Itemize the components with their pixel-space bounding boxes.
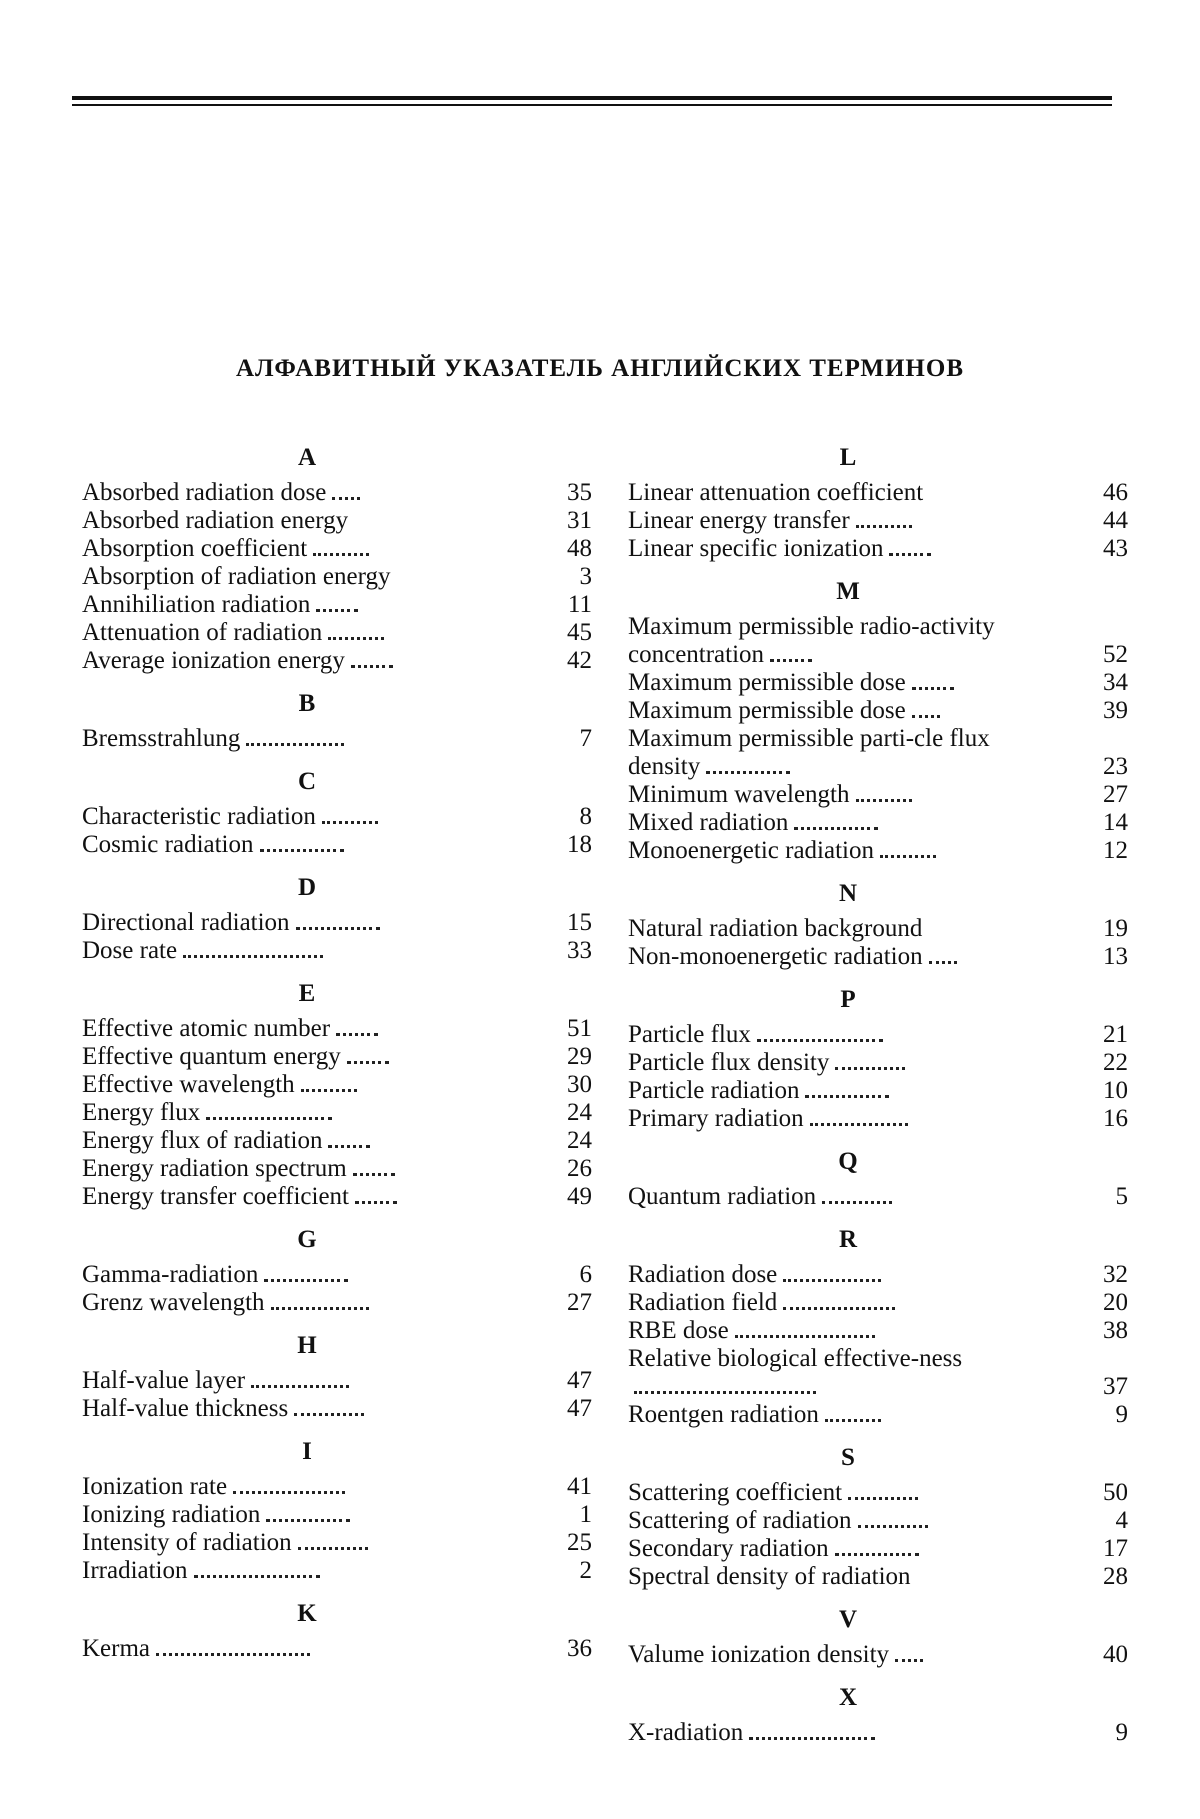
dot-leader	[301, 1088, 357, 1092]
index-section	[628, 1225, 1128, 1429]
dot-leader	[858, 1524, 928, 1528]
entry-page-number: 17	[1103, 1535, 1128, 1562]
entry-page-number: 9	[1115, 1401, 1128, 1428]
index-entry	[82, 1289, 592, 1317]
entry-page-number: 49	[567, 1183, 592, 1210]
dot-leader	[296, 926, 380, 930]
dot-leader	[347, 1060, 389, 1064]
dot-leader	[880, 854, 936, 858]
index-entry	[82, 1473, 592, 1501]
index-entry	[628, 1183, 1128, 1211]
entry-term: Ionization rate	[82, 1473, 228, 1500]
index-entry	[82, 1155, 592, 1183]
index-section	[82, 1331, 592, 1423]
entry-term: Intensity of radiation	[82, 1529, 292, 1556]
index-section	[82, 1599, 592, 1663]
index-entry	[82, 507, 592, 535]
index-entry	[628, 809, 1128, 837]
index-entry	[628, 1289, 1128, 1317]
index-entry	[628, 837, 1128, 865]
entry-term: Particle flux	[628, 1021, 751, 1048]
entry-page-number: 31	[567, 507, 592, 534]
dot-leader	[266, 1518, 350, 1522]
entry-term: Absorbed radiation dose	[82, 479, 327, 506]
entry-term: Quantum radiation	[628, 1183, 817, 1210]
index-entry	[82, 725, 592, 753]
index-entry	[628, 943, 1128, 971]
entry-term: Effective wavelength	[82, 1071, 295, 1098]
index-entry	[82, 1043, 592, 1071]
dot-leader	[271, 1306, 369, 1310]
entry-term: Absorption of radiation energy	[82, 563, 391, 590]
index-entry	[628, 1641, 1128, 1669]
entry-term: Grenz wavelength	[82, 1289, 265, 1316]
entry-term: Ionizing radiation	[82, 1501, 261, 1528]
dot-leader	[929, 960, 957, 964]
section-letter: S	[841, 1444, 855, 1471]
entry-term: Irradiation	[82, 1557, 188, 1584]
entry-page-number: 43	[1103, 535, 1128, 562]
entry-term: Energy radiation spectrum	[82, 1155, 347, 1182]
entry-term: X-radiation	[628, 1719, 744, 1746]
entry-term: Secondary radiation	[628, 1535, 829, 1562]
entry-term: Radiation field	[628, 1289, 778, 1316]
index-entry	[628, 1261, 1128, 1289]
entry-term: Energy flux	[82, 1099, 201, 1126]
entry-term: Scattering of radiation	[628, 1507, 852, 1534]
section-letter: M	[836, 578, 860, 605]
entry-page-number: 21	[1103, 1021, 1128, 1048]
index-column-right	[628, 443, 1128, 1761]
entry-page-number: 23	[1103, 753, 1128, 780]
dot-leader	[298, 1546, 368, 1550]
dot-leader	[260, 848, 344, 852]
section-letter: X	[838, 1684, 858, 1711]
entry-page-number: 46	[1103, 479, 1128, 506]
index-entry	[82, 1635, 592, 1663]
section-letter: P	[840, 986, 856, 1013]
dot-leader	[313, 552, 369, 556]
dot-leader	[206, 1116, 332, 1120]
dot-leader	[355, 1200, 397, 1204]
entry-page-number: 38	[1103, 1317, 1128, 1344]
dot-leader	[183, 954, 323, 958]
entry-term: Maximum permissible parti-cle flux density	[628, 725, 990, 780]
entry-term: Particle flux density	[628, 1049, 830, 1076]
entry-term: Linear energy transfer	[628, 507, 850, 534]
entry-page-number: 42	[567, 647, 592, 674]
entry-term: Mixed radiation	[628, 809, 789, 836]
index-entry	[628, 725, 1128, 781]
entry-page-number: 11	[567, 591, 592, 618]
entry-term: Absorbed radiation energy	[82, 507, 349, 534]
index-entry	[628, 781, 1128, 809]
dot-leader	[194, 1574, 320, 1578]
entry-term: RBE dose	[628, 1317, 729, 1344]
index-section	[82, 443, 592, 675]
index-entry	[82, 831, 592, 859]
section-letter: K	[297, 1600, 317, 1627]
entry-term: Maximum permissible radio-activity concentration	[628, 613, 995, 668]
entry-page-number: 14	[1103, 809, 1128, 836]
index-entry	[628, 1507, 1128, 1535]
entry-term: Average ionization energy	[82, 647, 345, 674]
entry-term: Energy transfer coefficient	[82, 1183, 350, 1210]
entry-term: Particle radiation	[628, 1077, 800, 1104]
entry-term: Spectral density of radiation	[628, 1563, 911, 1590]
index-section	[82, 689, 592, 753]
entry-page-number: 37	[1103, 1373, 1128, 1400]
index-entry	[82, 1529, 592, 1557]
index-entry	[82, 1183, 592, 1211]
entry-page-number: 47	[567, 1367, 592, 1394]
section-letter: B	[298, 690, 316, 717]
entry-term: Maximum permissible dose	[628, 669, 906, 696]
section-letter: D	[297, 874, 317, 901]
dot-leader	[805, 1094, 889, 1098]
section-letter: R	[838, 1226, 858, 1253]
index-entry	[82, 1071, 592, 1099]
index-entry	[82, 1395, 592, 1423]
dot-leader	[336, 1032, 378, 1036]
entry-term: Radiation dose	[628, 1261, 778, 1288]
index-entry	[628, 669, 1128, 697]
index-entry	[628, 535, 1128, 563]
dot-leader	[757, 1038, 883, 1042]
entry-page-number: 16	[1103, 1105, 1128, 1132]
index-section	[628, 1605, 1128, 1669]
entry-term: Linear attenuation coefficient	[628, 479, 924, 506]
entry-page-number: 51	[567, 1015, 592, 1042]
entry-term: Scattering coefficient	[628, 1479, 843, 1506]
index-entry	[82, 1261, 592, 1289]
section-letter: N	[838, 880, 858, 907]
index-entry	[82, 619, 592, 647]
dot-leader	[353, 1172, 395, 1176]
index-section	[628, 443, 1128, 563]
index-entry	[82, 591, 592, 619]
entry-term: Minimum wavelength	[628, 781, 850, 808]
dot-leader	[835, 1552, 919, 1556]
dot-leader	[156, 1652, 310, 1656]
entry-page-number: 9	[1115, 1719, 1128, 1746]
index-entry	[82, 1099, 592, 1127]
entry-term: Energy flux of radiation	[82, 1127, 323, 1154]
index-entry	[628, 1401, 1128, 1429]
entry-page-number: 41	[567, 1473, 592, 1500]
index-entry	[82, 803, 592, 831]
index-entry	[628, 1479, 1128, 1507]
section-letter: C	[297, 768, 317, 795]
dot-leader	[770, 658, 812, 662]
dot-leader	[251, 1384, 349, 1388]
entry-term: Cosmic radiation	[82, 831, 254, 858]
dot-leader	[328, 636, 384, 640]
index-section	[82, 873, 592, 965]
section-letter: Q	[838, 1148, 858, 1175]
entry-term: Kerma	[82, 1635, 151, 1662]
entry-page-number: 44	[1103, 507, 1128, 534]
section-letter: E	[298, 980, 316, 1007]
dot-leader	[749, 1736, 875, 1740]
section-letter: I	[302, 1438, 312, 1465]
index-entry	[82, 1501, 592, 1529]
dot-leader	[351, 664, 393, 668]
entry-page-number: 30	[567, 1071, 592, 1098]
entry-term: Monoenergetic radiation	[628, 837, 874, 864]
entry-page-number: 6	[579, 1261, 592, 1288]
entry-page-number: 26	[567, 1155, 592, 1182]
entry-term: Effective atomic number	[82, 1015, 331, 1042]
index-entry	[82, 1367, 592, 1395]
entry-term: Valume ionization density	[628, 1641, 890, 1668]
dot-leader	[735, 1334, 875, 1338]
entry-page-number: 48	[567, 535, 592, 562]
index-entry	[82, 1015, 592, 1043]
entry-page-number: 50	[1103, 1479, 1128, 1506]
index-entry	[82, 563, 592, 591]
section-letter: L	[839, 444, 857, 471]
entry-term: Annihiliation radiation	[82, 591, 311, 618]
entry-page-number: 40	[1103, 1641, 1128, 1668]
entry-term: Dose rate	[82, 937, 178, 964]
top-rule-thin	[72, 104, 1112, 106]
index-entry	[628, 1345, 1128, 1401]
section-letter: G	[297, 1226, 317, 1253]
index-entry	[628, 697, 1128, 725]
entry-term: Natural radiation background	[628, 915, 923, 942]
entry-term: Absorption coefficient	[82, 535, 308, 562]
entry-page-number: 24	[567, 1127, 592, 1154]
index-entry	[628, 1105, 1128, 1133]
entry-term: Maximum permissible dose	[628, 697, 906, 724]
entry-term: Characteristic radiation	[82, 803, 316, 830]
entry-term: Gamma-radiation	[82, 1261, 259, 1288]
entry-page-number: 12	[1103, 837, 1128, 864]
index-section	[82, 1225, 592, 1317]
index-section	[82, 767, 592, 859]
index-entry	[628, 1021, 1128, 1049]
entry-page-number: 34	[1103, 669, 1128, 696]
entry-page-number: 52	[1103, 641, 1128, 668]
index-section	[628, 1683, 1128, 1747]
entry-page-number: 25	[567, 1529, 592, 1556]
entry-page-number: 47	[567, 1395, 592, 1422]
index-entry	[82, 937, 592, 965]
entry-term: Primary radiation	[628, 1105, 804, 1132]
entry-page-number: 5	[1115, 1183, 1128, 1210]
index-entry	[628, 507, 1128, 535]
dot-leader	[794, 826, 878, 830]
index-section	[628, 985, 1128, 1133]
entry-page-number: 3	[579, 563, 592, 590]
entry-page-number: 13	[1103, 943, 1128, 970]
entry-term: Relative biological effective-ness	[628, 1345, 963, 1372]
index-entry	[82, 1127, 592, 1155]
index-section	[628, 1147, 1128, 1211]
entry-page-number: 27	[1103, 781, 1128, 808]
dot-leader	[783, 1306, 895, 1310]
dot-leader	[848, 1496, 918, 1500]
dot-leader	[634, 1390, 816, 1394]
entry-term: Roentgen radiation	[628, 1401, 819, 1428]
index-entry	[82, 909, 592, 937]
index-entry	[628, 479, 1128, 507]
index-entry	[82, 535, 592, 563]
index-entry	[628, 915, 1128, 943]
dot-leader	[233, 1490, 345, 1494]
dot-leader	[810, 1122, 908, 1126]
entry-page-number: 20	[1103, 1289, 1128, 1316]
index-entry	[628, 1077, 1128, 1105]
entry-page-number: 15	[567, 909, 592, 936]
top-rule	[72, 96, 1112, 100]
index-entry	[82, 1557, 592, 1585]
entry-page-number: 22	[1103, 1049, 1128, 1076]
entry-page-number: 36	[567, 1635, 592, 1662]
entry-page-number: 35	[567, 479, 592, 506]
dot-leader	[835, 1066, 905, 1070]
dot-leader	[246, 742, 344, 746]
entry-page-number: 4	[1115, 1507, 1128, 1534]
dot-leader	[316, 608, 358, 612]
entry-page-number: 19	[1103, 915, 1128, 942]
dot-leader	[783, 1278, 881, 1282]
index-section	[82, 1437, 592, 1585]
index-section	[628, 879, 1128, 971]
index-section	[82, 979, 592, 1211]
entry-page-number: 2	[579, 1557, 592, 1584]
entry-page-number: 18	[567, 831, 592, 858]
index-entry	[82, 479, 592, 507]
dot-leader	[912, 686, 954, 690]
dot-leader	[706, 770, 790, 774]
dot-leader	[322, 820, 378, 824]
dot-leader	[825, 1418, 881, 1422]
entry-page-number: 28	[1103, 1563, 1128, 1590]
index-column-left	[82, 443, 592, 1677]
dot-leader	[332, 496, 360, 500]
index-entry	[628, 1535, 1128, 1563]
page-title: АЛФАВИТНЫЙ УКАЗАТЕЛЬ АНГЛИЙСКИХ ТЕРМИНОВ	[235, 355, 964, 382]
entry-page-number: 24	[567, 1099, 592, 1126]
index-entry	[628, 1563, 1128, 1591]
dot-leader	[895, 1658, 923, 1662]
index-entry	[82, 647, 592, 675]
entry-term: Attenuation of radiation	[82, 619, 323, 646]
index-entry	[628, 613, 1128, 669]
index-section	[628, 577, 1128, 865]
entry-page-number: 33	[567, 937, 592, 964]
dot-leader	[822, 1200, 892, 1204]
entry-page-number: 1	[579, 1501, 592, 1528]
dot-leader	[856, 798, 912, 802]
entry-page-number: 39	[1103, 697, 1128, 724]
dot-leader	[264, 1278, 348, 1282]
dot-leader	[889, 552, 931, 556]
entry-page-number: 7	[579, 725, 592, 752]
entry-term: Half-value layer	[82, 1367, 246, 1394]
dot-leader	[856, 524, 912, 528]
entry-term: Non-monoenergetic radiation	[628, 943, 923, 970]
entry-term: Directional radiation	[82, 909, 290, 936]
section-letter: V	[838, 1606, 858, 1633]
section-letter: H	[297, 1332, 317, 1359]
dot-leader	[294, 1412, 364, 1416]
index-entry	[628, 1049, 1128, 1077]
index-section	[628, 1443, 1128, 1591]
entry-term: Half-value thickness	[82, 1395, 289, 1422]
entry-term: Bremsstrahlung	[82, 725, 241, 752]
entry-term: Linear specific ionization	[628, 535, 884, 562]
entry-page-number: 32	[1103, 1261, 1128, 1288]
entry-page-number: 10	[1103, 1077, 1128, 1104]
section-letter: A	[297, 444, 317, 471]
entry-page-number: 45	[567, 619, 592, 646]
entry-term: Effective quantum energy	[82, 1043, 341, 1070]
entry-page-number: 27	[567, 1289, 592, 1316]
index-entry	[628, 1317, 1128, 1345]
dot-leader	[912, 714, 940, 718]
entry-page-number: 8	[579, 803, 592, 830]
entry-page-number: 29	[567, 1043, 592, 1070]
index-entry	[628, 1719, 1128, 1747]
dot-leader	[328, 1144, 370, 1148]
